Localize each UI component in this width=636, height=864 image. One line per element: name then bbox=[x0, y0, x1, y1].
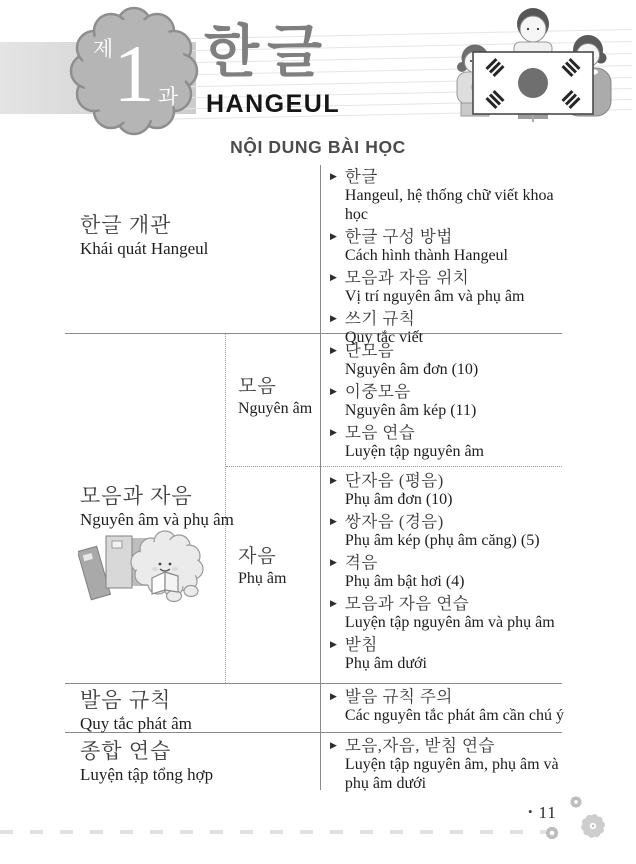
item-vietnamese: Phụ âm bật hơi (4) bbox=[344, 573, 465, 590]
sheep-reading-books-illustration bbox=[78, 528, 212, 612]
triangle-bullet-icon: ▶ bbox=[330, 428, 337, 438]
triangle-bullet-icon: ▶ bbox=[330, 692, 337, 702]
subrow-label-consonants bbox=[238, 545, 286, 589]
item-vietnamese: Luyện tập nguyên âm, phụ âm và phụ âm dưới bbox=[344, 756, 559, 792]
row-label-vietnamese: Luyện tập tổng hợp bbox=[80, 765, 214, 784]
item-korean: 모음 연습 bbox=[344, 423, 416, 442]
toc-items-overview bbox=[330, 167, 564, 350]
item-korean: 모음과 자음 위치 bbox=[344, 268, 470, 287]
toc-item bbox=[330, 382, 564, 420]
triangle-bullet-icon: ▶ bbox=[330, 346, 337, 356]
students-holding-korean-flag-illustration bbox=[438, 4, 624, 122]
item-vietnamese: Cách hình thành Hangeul bbox=[344, 247, 508, 264]
toc-item bbox=[330, 471, 570, 509]
subrow-label-korean: 자음 bbox=[238, 546, 277, 567]
page-number-value: 11 bbox=[538, 803, 557, 822]
item-vietnamese: Luyện tập nguyên âm bbox=[344, 443, 484, 460]
row-label-korean: 모음과 자음 bbox=[80, 484, 193, 508]
item-korean: 이중모음 bbox=[344, 382, 411, 401]
toc-item bbox=[330, 423, 564, 461]
triangle-bullet-icon: ▶ bbox=[330, 387, 337, 397]
item-vietnamese: Quy tắc viết bbox=[344, 329, 424, 346]
page-number-dot: • bbox=[528, 804, 534, 819]
subrow-label-vietnamese: Nguyên âm bbox=[238, 400, 313, 417]
toc-item bbox=[330, 736, 560, 793]
table-column-divider bbox=[320, 165, 321, 790]
toc-item bbox=[330, 635, 570, 673]
badge-number: 1 bbox=[113, 28, 155, 119]
triangle-bullet-icon: ▶ bbox=[330, 599, 337, 609]
item-vietnamese: Phụ âm kép (phụ âm căng) (5) bbox=[344, 532, 540, 549]
toc-items-consonants bbox=[330, 471, 570, 676]
toc-item bbox=[330, 341, 564, 379]
toc-item bbox=[330, 553, 570, 591]
item-korean: 모음과 자음 연습 bbox=[344, 594, 470, 613]
row-label-vietnamese: Quy tắc phát âm bbox=[80, 714, 192, 733]
row-label-comprehensive-practice bbox=[80, 738, 213, 786]
badge-prefix: 제 bbox=[92, 38, 114, 61]
toc-items-vowels bbox=[330, 341, 564, 464]
item-korean: 쌍자음 (경음) bbox=[344, 512, 444, 531]
item-korean: 받침 bbox=[344, 635, 378, 654]
triangle-bullet-icon: ▶ bbox=[330, 476, 337, 486]
item-vietnamese: Các nguyên tắc phát âm cần chú ý bbox=[344, 707, 564, 724]
triangle-bullet-icon: ▶ bbox=[330, 314, 337, 324]
item-vietnamese: Vị trí nguyên âm và phụ âm bbox=[344, 288, 525, 305]
item-vietnamese: Phụ âm dưới bbox=[344, 655, 427, 672]
item-korean: 격음 bbox=[344, 553, 378, 572]
table-subrow-dotted-divider bbox=[226, 466, 562, 467]
table-row-divider bbox=[65, 683, 562, 684]
item-korean: 쓰기 규칙 bbox=[344, 309, 416, 328]
row-label-korean: 종합 연습 bbox=[80, 739, 172, 763]
item-korean: 발음 규칙 주의 bbox=[344, 687, 453, 706]
row-label-vowels-consonants bbox=[80, 483, 234, 531]
toc-items-pronunciation bbox=[330, 687, 564, 728]
bottom-dashed-border bbox=[0, 830, 546, 834]
row-label-korean: 발음 규칙 bbox=[80, 688, 172, 712]
item-vietnamese: Nguyên âm kép (11) bbox=[344, 402, 477, 419]
flower-decoration bbox=[538, 793, 630, 851]
row-label-pronunciation-rules bbox=[80, 687, 192, 735]
triangle-bullet-icon: ▶ bbox=[330, 232, 337, 242]
toc-item bbox=[330, 227, 564, 265]
item-vietnamese: Hangeul, hệ thống chữ viết khoa học bbox=[344, 187, 554, 223]
item-korean: 단자음 (평음) bbox=[344, 471, 444, 490]
item-korean: 한글 bbox=[344, 167, 378, 186]
item-vietnamese: Phụ âm đơn (10) bbox=[344, 491, 453, 508]
subrow-label-korean: 모음 bbox=[238, 376, 277, 397]
item-korean: 모음,자음, 받침 연습 bbox=[344, 736, 495, 755]
triangle-bullet-icon: ▶ bbox=[330, 273, 337, 283]
triangle-bullet-icon: ▶ bbox=[330, 558, 337, 568]
item-vietnamese: Nguyên âm đơn (10) bbox=[344, 361, 479, 378]
badge-suffix: 과 bbox=[157, 86, 179, 109]
row-label-korean: 한글 개관 bbox=[80, 213, 172, 237]
section-heading: NỘI DUNG BÀI HỌC bbox=[230, 137, 406, 157]
lesson-title-korean: 한글 bbox=[204, 20, 331, 84]
row-label-hangeul-overview bbox=[80, 212, 208, 260]
toc-items-comprehensive bbox=[330, 736, 560, 796]
toc-item bbox=[330, 268, 564, 306]
item-korean: 단모음 bbox=[344, 341, 395, 360]
triangle-bullet-icon: ▶ bbox=[330, 517, 337, 527]
lesson-number-badge bbox=[66, 6, 202, 138]
triangle-bullet-icon: ▶ bbox=[330, 640, 337, 650]
toc-item bbox=[330, 167, 564, 224]
subrow-label-vowels bbox=[238, 375, 312, 419]
toc-item bbox=[330, 687, 564, 725]
toc-item bbox=[330, 512, 570, 550]
row-label-vietnamese: Nguyên âm và phụ âm bbox=[80, 510, 234, 529]
item-korean: 한글 구성 방법 bbox=[344, 227, 453, 246]
item-vietnamese: Luyện tập nguyên âm và phụ âm bbox=[344, 614, 555, 631]
triangle-bullet-icon: ▶ bbox=[330, 172, 337, 182]
row-label-vietnamese: Khái quát Hangeul bbox=[80, 239, 209, 258]
lesson-title-latin: HANGEUL bbox=[206, 90, 341, 118]
subrow-label-vietnamese: Phụ âm bbox=[238, 570, 287, 587]
triangle-bullet-icon: ▶ bbox=[330, 741, 337, 751]
toc-item bbox=[330, 594, 570, 632]
